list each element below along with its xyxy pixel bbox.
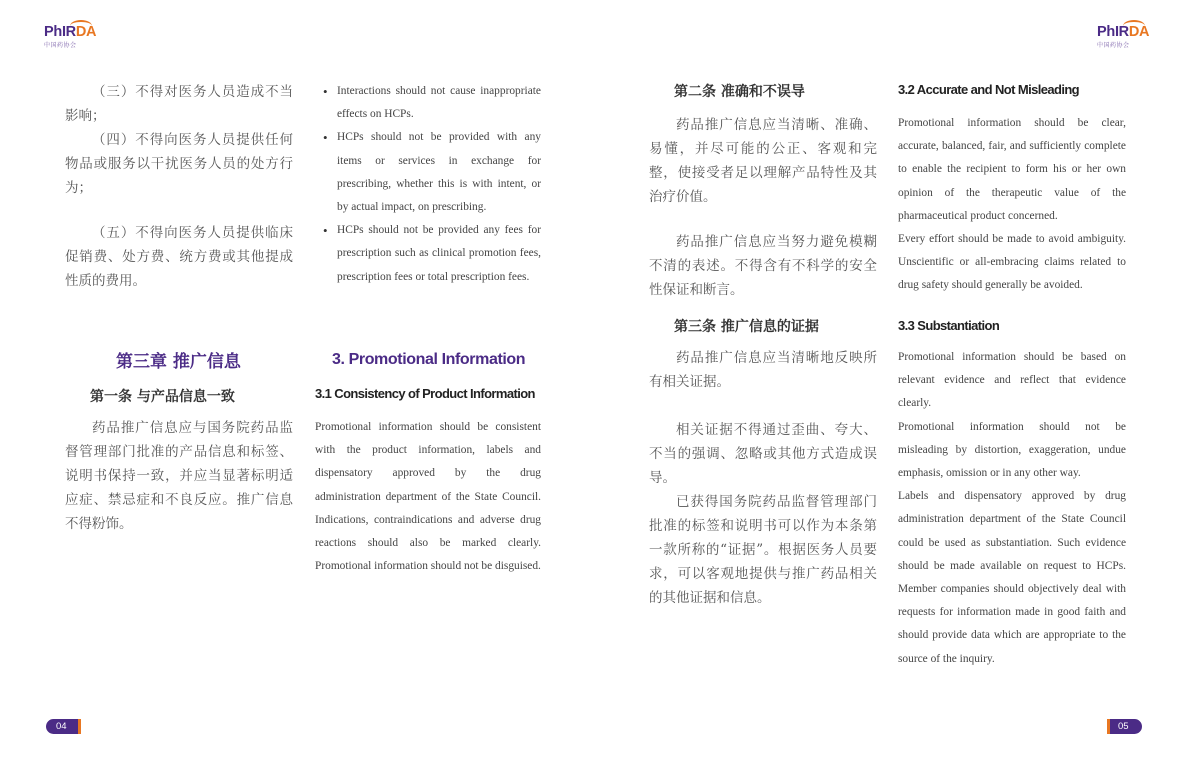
article2-zh-p2-block — [649, 230, 877, 302]
logo-wordmark: PhIRDA — [1097, 24, 1150, 40]
zh-item-3: （三）不得对医务人员造成不当影响； — [65, 84, 293, 124]
en-bullet-item: • HCPs should not be provided with any items or services in exchange for prescribing, whether this is with intent, or by actual impact, on prescribing. — [315, 126, 541, 219]
chapter-title-en: 3. Promotional Information — [332, 351, 526, 368]
article2-title-en: 3.2 Accurate and Not Misleading — [898, 82, 1080, 97]
article1-body-zh-block — [65, 416, 293, 536]
article1-title-zh: 第一条 与产品信息一致 — [90, 389, 235, 405]
zh-item-5: （五）不得向医务人员提供临床促销费、处方费、统方费或其他提成性质的费用。 — [65, 225, 293, 289]
article2-body-zh-p2: 药品推广信息应当努力避免模糊不清的表述。不得含有不科学的安全性保证和断言。 — [649, 234, 877, 298]
article2-body-zh-p1: 药品推广信息应当清晰、准确、易懂，并尽可能的公正、客观和完整，使接受者足以理解产品特性及其治疗价值。 — [649, 117, 877, 205]
article1-body-zh: 药品推广信息应与国务院药品监督管理部门批准的产品信息和标签、说明书保持一致，并应当显著标明适应症、禁忌症和不良反应。推广信息不得粉饰。 — [65, 420, 293, 532]
page-number-left: 04 — [46, 719, 78, 734]
logo-wordmark: PhIRDA — [44, 24, 97, 40]
article3-zh-p1-block — [649, 346, 877, 394]
zh-item-4: （四）不得向医务人员提供任何物品或服务以干扰医务人员的处方行为； — [65, 132, 293, 196]
article3-body-en-p2: Promotional information should not be misleading by distortion, exaggeration, undue emphasis, omission or in any other way. — [898, 420, 1126, 480]
article1-title-en: 3.1 Consistency of Product Information — [315, 386, 535, 401]
article2-body-en-p1: Promotional information should be clear, accurate, balanced, fair, and sufficiently complete to enable the recipient to form his or her own opinion of the therapeutic value of the pharmaceutical product concerned. — [898, 117, 1126, 222]
article1-body-en-block — [315, 416, 541, 578]
article3-title-zh: 第三条 推广信息的证据 — [674, 319, 819, 335]
article3-zh-p2-block — [649, 418, 877, 610]
article1-body-en: Promotional information should be consistent with the product information, labels and dispensatory approved by the drug administration department of the State Council. Indications, contraindications and adverse drug reactions should also be marked clearly. Promotional information should not be disguised. — [315, 421, 541, 573]
phirda-logo-left — [44, 24, 96, 48]
article2-title-zh: 第二条 准确和不误导 — [674, 84, 805, 100]
en-bullet-item: • Interactions should not cause inappropriate effects on HCPs. — [315, 80, 541, 126]
article3-title-en: 3.3 Substantiation — [898, 318, 1000, 333]
en-bullets-block — [315, 80, 541, 289]
article2-zh-p1-block — [649, 113, 877, 209]
logo-subtitle: 中国药协会 — [44, 42, 77, 49]
phirda-logo-right — [1097, 24, 1149, 48]
page-number-right: 05 — [1110, 719, 1142, 734]
article2-en-block — [898, 112, 1126, 298]
article3-en-block — [898, 346, 1126, 671]
zh-items-block — [65, 80, 293, 200]
article3-body-zh-p2: 相关证据不得通过歪曲、夸大、不当的强调、忽略或其他方式造成误导。 — [649, 422, 877, 486]
logo-subtitle: 中国药协会 — [1097, 42, 1130, 49]
article2-body-en-p2: Every effort should be made to avoid ambiguity. Unscientific or all-embracing claims related to drug safety should generally be avoided. — [898, 233, 1126, 292]
en-bullet-list — [315, 80, 541, 289]
article3-body-zh-p1: 药品推广信息应当清晰地反映所有相关证据。 — [649, 350, 877, 390]
article3-body-en-p3: Labels and dispensatory approved by drug administration department of the State Council could be used as substantiation. Such evidence should be made available on request to HCPs. Member companies should objectively deal with requests for information made in good faith and should provide data which are appropriate to the source of the inquiry. — [898, 490, 1126, 665]
zh-item-5-block — [65, 221, 293, 293]
article3-body-zh-p3: 已获得国务院药品监督管理部门批准的标签和说明书可以作为本条第一款所称的“证据”。根据医务人员要求，可以客观地提供与推广药品相关的其他证据和信息。 — [649, 494, 877, 606]
en-bullet-item: • HCPs should not be provided any fees for prescription such as clinical promotion fees, prescription fees or total prescription fees. — [315, 219, 541, 289]
article3-body-en-p1: Promotional information should be based on relevant evidence and reflect that evidence clearly. — [898, 351, 1126, 410]
chapter-title-zh: 第三章 推广信息 — [116, 352, 241, 372]
